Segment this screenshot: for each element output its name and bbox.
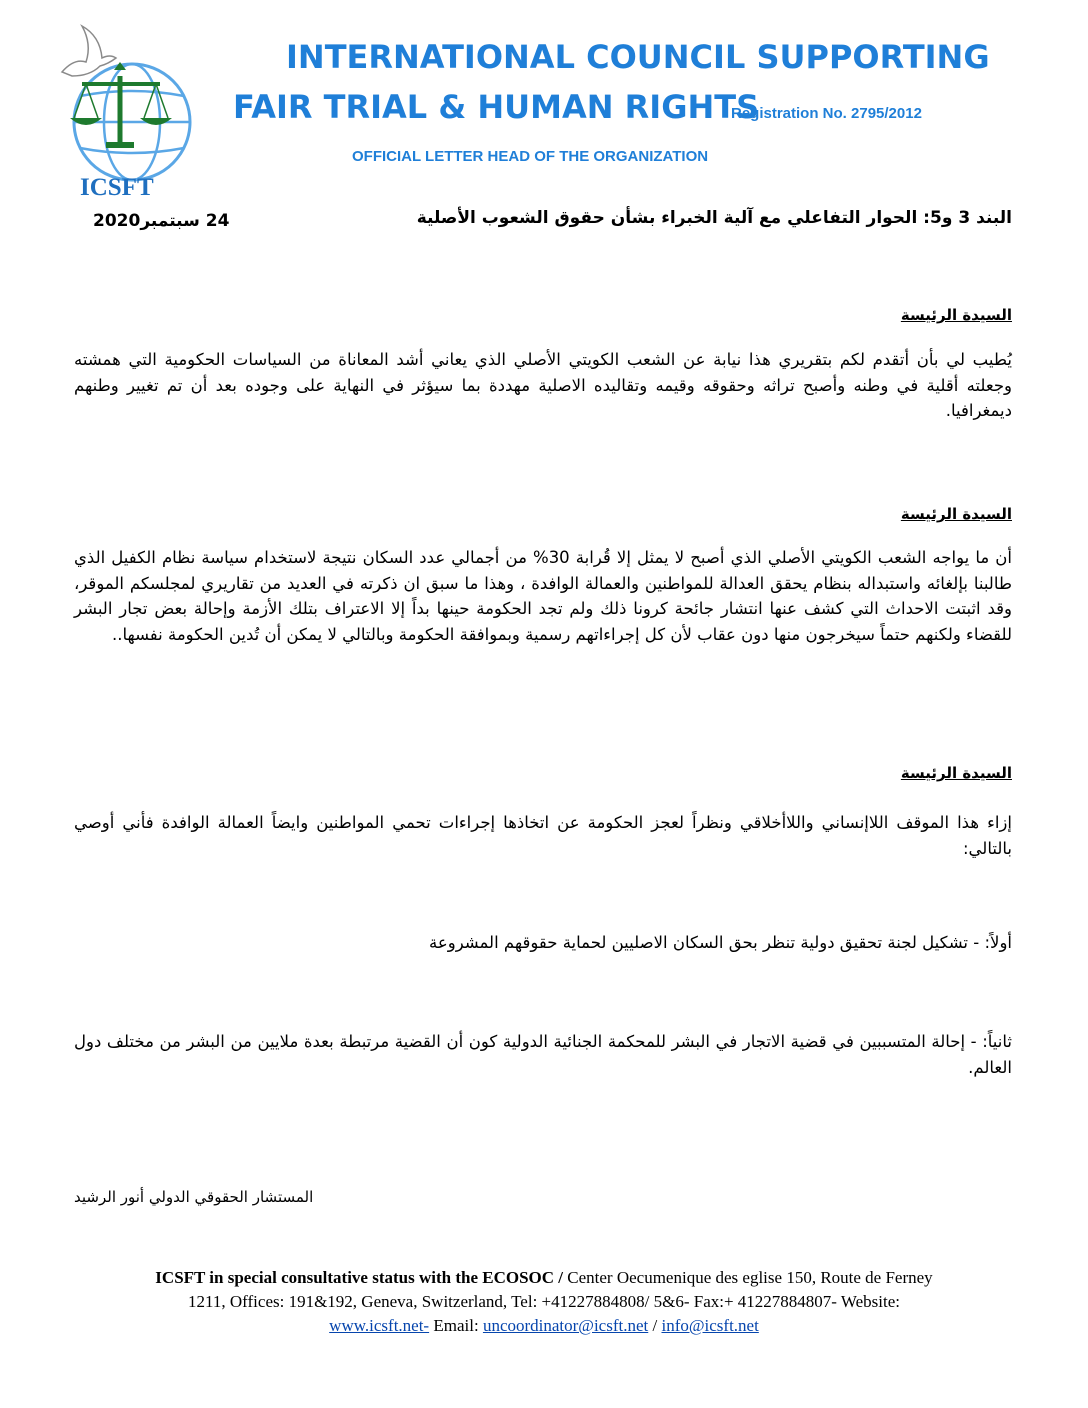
email-label: Email:	[429, 1316, 483, 1335]
organization-logo-icon	[52, 14, 202, 200]
organization-name-line2: FAIR TRIAL & HUMAN RIGHTS	[233, 88, 760, 126]
email-link-coordinator[interactable]: uncoordinator@icsft.net	[482, 1316, 649, 1335]
paragraph: إزاء هذا الموقف اللاإنساني واللاأخلاقي ونظراً لعجز الحكومة عن اتخاذها إجراءات تحمي المواطنين وايضاً العمالة الوافدة فأني أوصي بالتالي:	[74, 813, 1012, 858]
paragraph: أن ما يواجه الشعب الكويتي الأصلي الذي أصبح لا يمثل إلا قُرابة 30% من أجمالي عدد السكان نتيجة لاستخدام سياسة نظام الكفيل الذي طالبنا بإلغائه واستبداله بنظام يحقق العدالة للمواطنين والعمالة الوافدة ، وهذا ما سبق ان ذكرته في العديد من تقاريري لمجلسكم الموقر، وقد اثبتت الاحداث التي كشف عنها انتشار جائحة كرونا ذلك ولم تجد الحكومة حينها بداً إلا الاعتراف بتلك الأزمة وإحالة بعض تجار البشر للقضاء ولكنهم حتماً سيخرجون منها دون عقاب لأن كل إجراءاتهم رسمية وبموافقة الحكومة وبالتالي لا يمكن أن تُدين الحكومة نفسها..	[74, 548, 1012, 644]
signature: المستشار الحقوقي الدولي أنور الرشيد	[74, 1188, 314, 1206]
organization-abbreviation: ICSFT	[80, 174, 154, 201]
footer-contacts	[60, 1314, 1028, 1338]
address-part2: 1211, Offices: 191&192, Geneva, Switzerland, Tel: +41227884808/ 5&6- Fax:+ 41227884807- Website:	[188, 1292, 900, 1311]
registration-number: Registration No. 2795/2012	[731, 105, 922, 122]
agenda-item-title: البند 3 و5: الحوار التفاعلي مع آلية الخبراء بشأن حقوق الشعوب الأصلية	[416, 208, 1012, 228]
salutation: السيدة الرئيسة	[900, 306, 1012, 324]
recommendation-item: أولاً: - تشكيل لجنة تحقيق دولية تنظر بحق السكان الاصليين لحماية حقوقهم المشروعة	[429, 933, 1012, 952]
salutation: السيدة الرئيسة	[900, 764, 1012, 782]
email-separator: /	[648, 1316, 662, 1335]
footer-line1	[60, 1266, 1028, 1290]
email-link-info[interactable]: info@icsft.net	[661, 1316, 759, 1335]
footer	[60, 1266, 1028, 1338]
salutation: السيدة الرئيسة	[900, 505, 1012, 523]
website-link[interactable]: www.icsft.net-	[329, 1316, 430, 1335]
letterhead-caption: OFFICIAL LETTER HEAD OF THE ORGANIZATION	[352, 148, 709, 165]
consultative-status: ICSFT in special consultative status with the ECOSOC /	[155, 1268, 564, 1287]
address-part1: Center Oecumenique des eglise 150, Route de Ferney	[563, 1268, 933, 1287]
paragraph: يُطيب لي بأن أتقدم لكم بتقريري هذا نيابة عن الشعب الكويتي الأصلي الذي يعاني أشد المعاناة من السياسات الحكومية التي همشته وجعلته أقلية في وطنه وأصبح تراثه وحقوقه وقيمه وتقاليده الاصلية مهددة بما سيؤثر في النهاية على وجوده بعد أن تم تغيير وطنهم ديمغرافيا.	[74, 350, 1012, 420]
letter-date: 24 سبتمبر2020	[93, 211, 230, 231]
recommendation-item: ثانياً: - إحالة المتسببين في قضية الاتجار في البشر للمحكمة الجنائية الدولية كون أن القضية مرتبطة بعدة ملايين من البشر من مختلف دول العالم.	[74, 1032, 1012, 1077]
organization-name-line1: INTERNATIONAL COUNCIL SUPPORTING	[286, 38, 990, 76]
